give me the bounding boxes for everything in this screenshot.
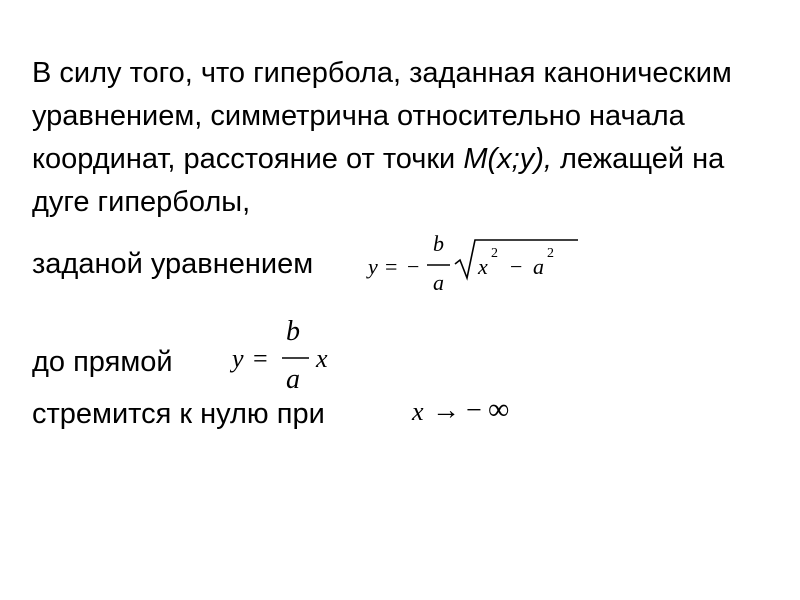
formula-y: y: [368, 254, 378, 279]
intro-paragraph: [32, 52, 772, 224]
asymptote-equals: =: [253, 344, 268, 373]
formula-a-exponent: 2: [547, 246, 554, 261]
formula-minus: −: [407, 254, 420, 279]
asymptote-label: до прямой: [32, 346, 173, 378]
formula-x: x: [478, 254, 488, 279]
asymptote-fraction-bar: [282, 357, 310, 360]
formula-a: a: [533, 254, 544, 279]
paragraph-text-1: В силу того, что гипербола, заданная каноническим уравнением, симметрична относительно начала координат, расстояние от точки: [32, 57, 732, 175]
formula-x-exponent: 2: [491, 246, 498, 261]
paragraph-text-2: лежащей на дуге гиперболы,: [32, 143, 725, 218]
asymptote-denominator: a: [286, 364, 300, 395]
formula-fraction-bar: [427, 264, 451, 267]
arrow-icon: →: [432, 395, 460, 426]
point-label: M(x;y),: [463, 143, 552, 175]
formula-denominator: a: [433, 270, 444, 295]
asymptote-y: y: [232, 344, 244, 373]
formula-numerator: b: [433, 231, 444, 256]
limit-label: стремится к нулю при: [32, 398, 325, 430]
asymptote-numerator: b: [286, 316, 300, 347]
formula-operator: −: [510, 254, 523, 279]
limit-x: x: [412, 397, 424, 426]
asymptote-x: x: [316, 344, 328, 373]
equation-label: заданой уравнением: [32, 248, 314, 280]
infinity-icon: ∞: [488, 393, 510, 426]
formula-equals: =: [385, 254, 398, 279]
limit-minus: −: [466, 395, 482, 426]
